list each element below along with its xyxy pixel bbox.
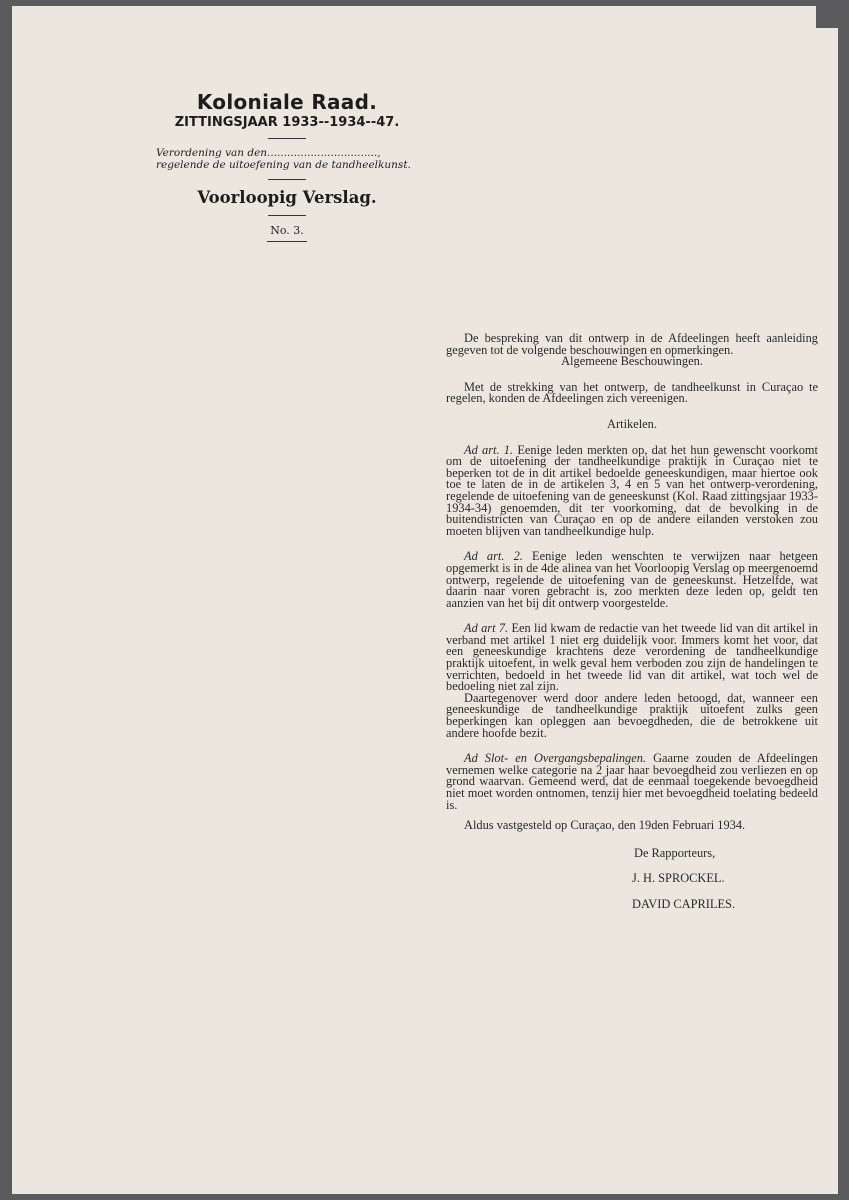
document-header	[152, 90, 422, 250]
slot-text: Gaarne zouden de Afdeelingen vernemen welke categorie na 2 jaar haar bevoegdheid zou verliezen en op grond waarvan. Gemeend werd, dat de eenmaal toegekende bevoegdheid niet moet worden ontnomen, tenzij hier met bevoegdheid toelating bedeeld is.	[446, 751, 818, 812]
signatory-1: J. H. SPROCKEL.	[632, 871, 725, 886]
divider	[267, 241, 307, 242]
art1-paragraph	[446, 442, 818, 538]
slot-label: Ad Slot- en Overgangsbepalingen.	[464, 751, 647, 766]
intro-paragraph: De bespreking van dit ontwerp in de Afdeelingen heeft aanleiding gegeven tot de volgende beschouwingen en opmerkingen.	[446, 331, 818, 357]
page-corner	[816, 6, 838, 28]
general-paragraph: Met de strekking van het ontwerp, de tandheelkunst in Curaçao te regelen, konden de Afdeelingen zich vereenigen.	[446, 379, 818, 406]
art1-text: Eenige leden merkten op, dat het hun gewenscht voorkomt om de uitoefening der tandheelkundige praktijk in Curaçao niet te beperken tot de in dit artikel bedoelde geneeskundigen, maar hiertoe ook toe te laten de in de artikelen 3, 4 en 5 van het ontwerp-verordening, regelende de uitoefening van de geneeskunst (Kol. Raad zittingsjaar 1933-1934-34) genoemden, dit ter voorkoming, dat de bevolking in de buitendistricten van Curaçao en op de andere eilanden verstoken zou moeten blijven van tandheelkundige hulp.	[446, 442, 818, 538]
report-body	[446, 333, 818, 911]
art7-text: Een lid kwam de redactie van het tweede lid van dit artikel in verband met artikel 1 niet erg duidelijk voor. Immers komt het voor, dat een geneeskundige krachtens deze verordening de tandheelkundige praktijk uitoefent, in welk geval hem verboden zou zijn de handelingen te verrichten, bedoeld in het tweede lid van dit artikel, wat toch wel de bedoeling niet zal zijn.	[446, 621, 818, 694]
report-number: No. 3.	[270, 224, 304, 237]
divider	[268, 215, 306, 216]
art7-reply: Daartegenover werd door andere leden betoogd, dat, wanneer een geneeskundige de tandheelkundige praktijk uitoefent zulks geen beperkingen kan opleggen aan bevoegdheden, die de betrokkene uit andere hoofde bezit.	[446, 690, 818, 740]
closing-line: Aldus vastgesteld op Curaçao, den 19den Februari 1934.	[464, 818, 746, 833]
art2-label: Ad art. 2.	[464, 549, 523, 564]
report-title: Voorloopig Verslag.	[197, 188, 377, 207]
signatory-2: DAVID CAPRILES.	[632, 896, 736, 911]
divider	[268, 179, 306, 180]
council-title: Koloniale Raad.	[196, 90, 378, 114]
art7-label: Ad art 7.	[464, 621, 509, 636]
art2-text: Eenige leden wenschten te verwijzen naar hetgeen opgemerkt is in de 4de alinea van het Voorloopig Verslag op meergenoemd ontwerp, regelende de uitoefening van de geneeskunst. Hetzelfde, wat daarin naar voren gebracht is, zoo merkten deze leden op, geldt ten aanzien van het bij dit ontwerp voorgestelde.	[446, 549, 818, 610]
rapporteurs-label: De Rapporteurs,	[634, 845, 716, 860]
document-page	[12, 6, 838, 1194]
divider	[268, 138, 306, 139]
ordinance-subject: Verordening van den................................., regelende de uitoefening van de tandheelkunst.	[156, 147, 411, 171]
general-heading: Algemeene Beschouwingen.	[561, 354, 703, 369]
art1-label: Ad art. 1.	[464, 442, 514, 457]
art2-paragraph	[446, 551, 818, 609]
slot-paragraph	[446, 753, 818, 811]
session-year: ZITTINGSJAAR 1933--1934--47.	[174, 115, 400, 130]
art7-paragraph	[446, 623, 818, 693]
articles-heading: Artikelen.	[607, 416, 657, 431]
